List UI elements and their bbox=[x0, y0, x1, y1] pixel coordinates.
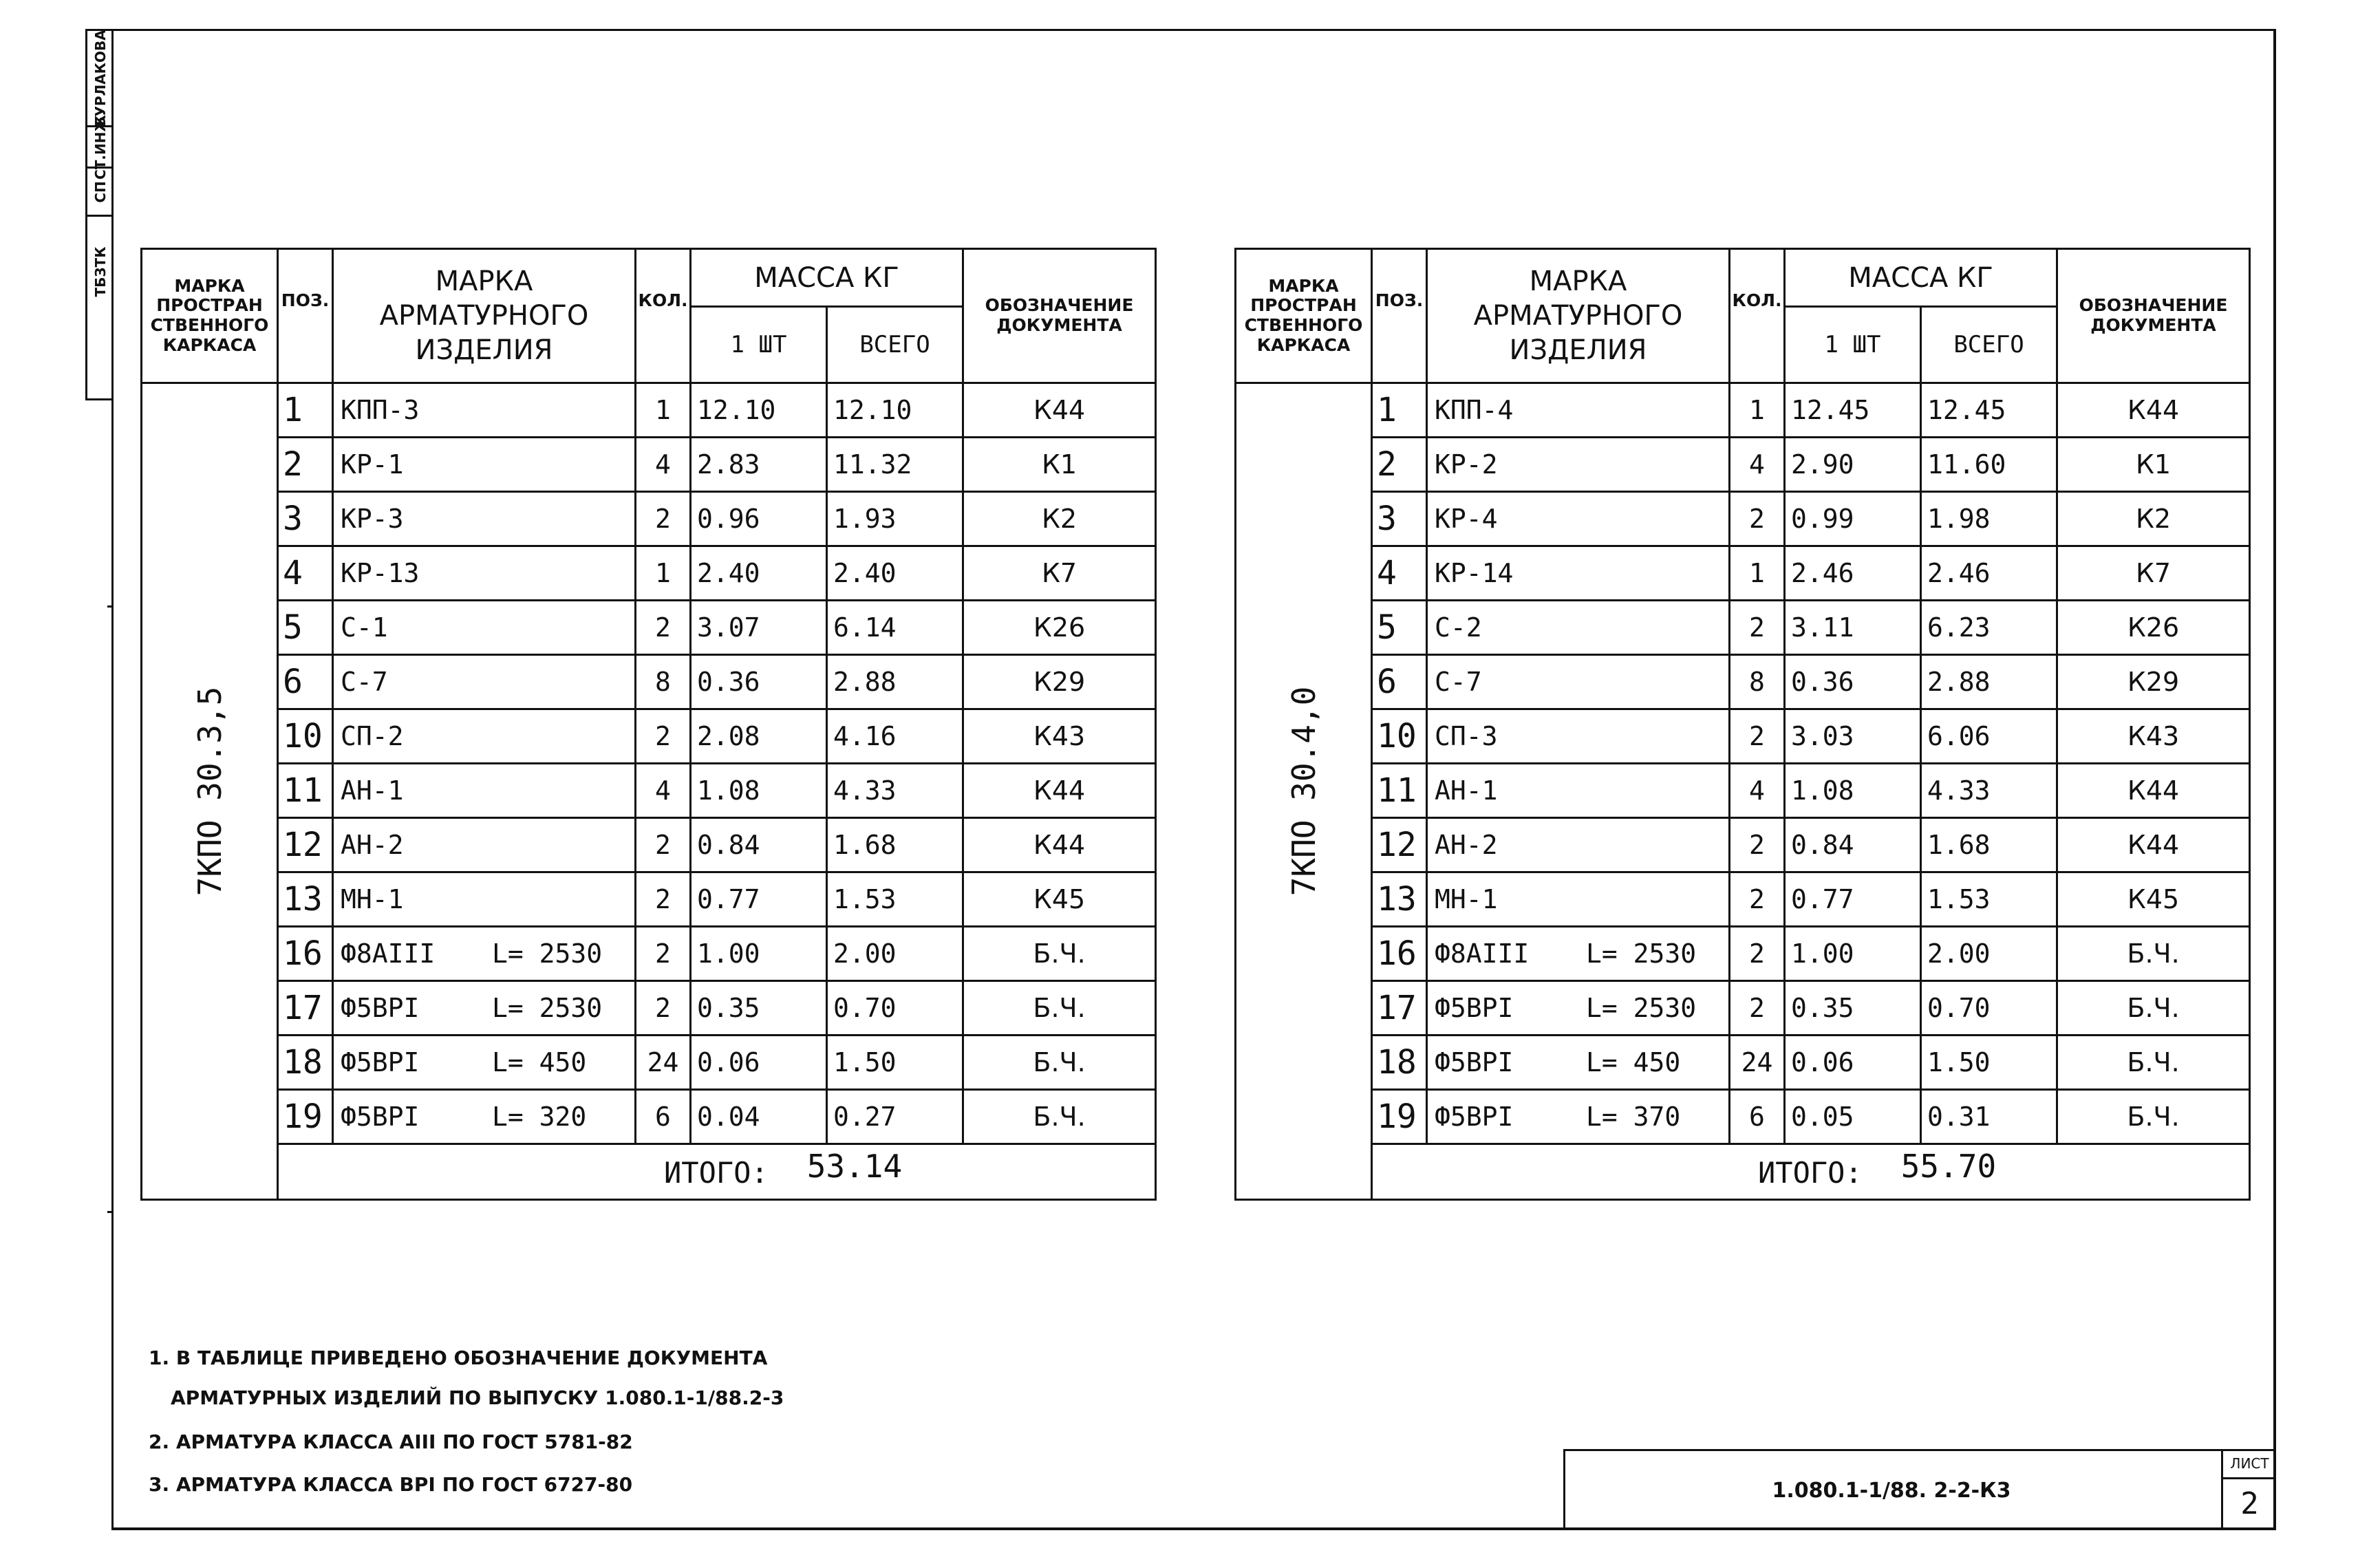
document-cell: Б.Ч. bbox=[2057, 981, 2250, 1036]
mass-total-cell: 1.98 bbox=[1921, 492, 2057, 546]
table-row bbox=[1236, 927, 2250, 981]
product-mark-cell bbox=[333, 546, 636, 601]
position-cell: 3 bbox=[1372, 492, 1427, 546]
quantity-cell: 1 bbox=[1730, 546, 1785, 601]
position-cell: 2 bbox=[278, 438, 333, 492]
product-mark-cell bbox=[333, 1036, 636, 1090]
mass-one-cell: 2.40 bbox=[691, 546, 827, 601]
document-cell: К44 bbox=[963, 383, 1156, 438]
product-mark: МН-1 bbox=[1435, 884, 1498, 914]
mass-total-cell: 0.31 bbox=[1921, 1090, 2057, 1144]
quantity-cell: 4 bbox=[636, 438, 691, 492]
product-mark: КР-13 bbox=[341, 558, 420, 588]
mass-total-cell: 1.53 bbox=[1921, 872, 2057, 927]
table-row bbox=[1236, 1090, 2250, 1144]
mass-total-cell: 12.10 bbox=[827, 383, 963, 438]
document-cell: К29 bbox=[2057, 655, 2250, 709]
product-mark: КПП-3 bbox=[341, 395, 420, 425]
product-mark: МН-1 bbox=[341, 884, 404, 914]
product-mark-cell bbox=[1427, 601, 1730, 655]
sidebar-cell bbox=[87, 217, 113, 327]
product-mark-cell bbox=[1427, 438, 1730, 492]
quantity-cell: 4 bbox=[636, 764, 691, 818]
mass-one-cell: 0.77 bbox=[691, 872, 827, 927]
quantity-cell: 2 bbox=[1730, 709, 1785, 764]
document-cell: К44 bbox=[2057, 818, 2250, 872]
position-cell: 18 bbox=[278, 1036, 333, 1090]
total-row bbox=[142, 1144, 1156, 1200]
product-mark-cell bbox=[333, 872, 636, 927]
product-mark-cell bbox=[333, 492, 636, 546]
position-cell: 13 bbox=[1372, 872, 1427, 927]
quantity-cell: 2 bbox=[1730, 981, 1785, 1036]
table-row bbox=[142, 655, 1156, 709]
mass-one-cell: 1.08 bbox=[691, 764, 827, 818]
mass-one-cell: 2.90 bbox=[1785, 438, 1921, 492]
product-mark: СП-2 bbox=[341, 721, 404, 751]
table-row bbox=[1236, 492, 2250, 546]
sheet-number: 2 bbox=[2240, 1486, 2259, 1521]
position-cell: 12 bbox=[1372, 818, 1427, 872]
mass-total-cell: 0.27 bbox=[827, 1090, 963, 1144]
total-value: 53.14 bbox=[806, 1148, 903, 1185]
frame-mark-cell bbox=[1236, 383, 1372, 1200]
position-cell: 2 bbox=[1372, 438, 1427, 492]
mass-total-cell: 11.32 bbox=[827, 438, 963, 492]
header-product-mark: МАРКА АРМАТУРНОГО ИЗДЕЛИЯ bbox=[333, 249, 636, 383]
document-cell: Б.Ч. bbox=[2057, 1036, 2250, 1090]
product-mark-cell bbox=[1427, 872, 1730, 927]
frame-mark: 7КПО 30.3,5 bbox=[191, 686, 228, 897]
document-code: 1.080.1-1/88. 2-2-К3 bbox=[1772, 1479, 2011, 1503]
quantity-cell: 6 bbox=[1730, 1090, 1785, 1144]
mass-total-cell: 1.68 bbox=[1921, 818, 2057, 872]
document-cell: К7 bbox=[963, 546, 1156, 601]
header-mass: МАССА КГ bbox=[691, 249, 963, 307]
quantity-cell: 2 bbox=[636, 927, 691, 981]
product-mark-cell bbox=[1427, 1090, 1730, 1144]
length-value: L= 450 bbox=[492, 1047, 587, 1077]
table-row bbox=[1236, 1036, 2250, 1090]
header-mass-total: ВСЕГО bbox=[1921, 307, 2057, 383]
quantity-cell: 1 bbox=[636, 546, 691, 601]
total-value: 55.70 bbox=[1900, 1148, 1997, 1185]
table-row bbox=[1236, 546, 2250, 601]
document-cell: К29 bbox=[963, 655, 1156, 709]
table-row bbox=[1236, 981, 2250, 1036]
quantity-cell: 2 bbox=[636, 981, 691, 1036]
header-qty: КОЛ. bbox=[636, 249, 691, 383]
header-qty: КОЛ. bbox=[1730, 249, 1785, 383]
document-cell: К2 bbox=[2057, 492, 2250, 546]
note-3: 3. АРМАТУРА КЛАССА ВРI ПО ГОСТ 6727-80 bbox=[149, 1473, 633, 1496]
length-value: L= 2530 bbox=[1586, 993, 1697, 1023]
specification-table-left bbox=[140, 248, 1157, 1201]
position-cell: 11 bbox=[1372, 764, 1427, 818]
frame-mark: 7КПО 30.4,0 bbox=[1285, 686, 1322, 897]
total-label: ИТОГО: bbox=[1758, 1156, 1863, 1190]
product-mark-cell bbox=[1427, 981, 1730, 1036]
document-cell: Б.Ч. bbox=[963, 1036, 1156, 1090]
product-mark-cell bbox=[333, 438, 636, 492]
position-cell: 5 bbox=[1372, 601, 1427, 655]
quantity-cell: 1 bbox=[636, 383, 691, 438]
header-mass-one: 1 ШТ bbox=[1785, 307, 1921, 383]
length-value: L= 2530 bbox=[1586, 938, 1697, 969]
document-cell: Б.Ч. bbox=[963, 981, 1156, 1036]
mass-total-cell: 6.23 bbox=[1921, 601, 2057, 655]
position-cell: 12 bbox=[278, 818, 333, 872]
mass-one-cell: 0.77 bbox=[1785, 872, 1921, 927]
table-row bbox=[142, 601, 1156, 655]
mass-total-cell: 11.60 bbox=[1921, 438, 2057, 492]
quantity-cell: 2 bbox=[636, 492, 691, 546]
position-cell: 1 bbox=[278, 383, 333, 438]
sidebar-text: БУРЛАКОВА bbox=[92, 29, 109, 127]
product-mark: АН-1 bbox=[341, 775, 404, 806]
quantity-cell: 4 bbox=[1730, 438, 1785, 492]
document-cell: К44 bbox=[963, 818, 1156, 872]
header-doc: ОБОЗНАЧЕНИЕ ДОКУМЕНТА bbox=[963, 249, 1156, 383]
quantity-cell: 24 bbox=[1730, 1036, 1785, 1090]
document-cell: К45 bbox=[963, 872, 1156, 927]
sidebar-text: СП bbox=[92, 180, 109, 203]
note-1-continued: АРМАТУРНЫХ ИЗДЕЛИЙ ПО ВЫПУСКУ 1.080.1-1/88.2-3 bbox=[171, 1386, 784, 1409]
document-cell: К1 bbox=[963, 438, 1156, 492]
table-row bbox=[142, 981, 1156, 1036]
product-mark: Ф5ВРI bbox=[341, 1047, 420, 1077]
product-mark: КПП-4 bbox=[1435, 395, 1514, 425]
mass-one-cell: 0.84 bbox=[691, 818, 827, 872]
mass-one-cell: 0.35 bbox=[691, 981, 827, 1036]
mass-total-cell: 1.93 bbox=[827, 492, 963, 546]
product-mark-cell bbox=[1427, 546, 1730, 601]
quantity-cell: 2 bbox=[636, 872, 691, 927]
header-mass-one: 1 ШТ bbox=[691, 307, 827, 383]
length-value: L= 450 bbox=[1586, 1047, 1681, 1077]
mass-one-cell: 1.00 bbox=[691, 927, 827, 981]
mass-total-cell: 2.88 bbox=[827, 655, 963, 709]
document-cell: К45 bbox=[2057, 872, 2250, 927]
table-row bbox=[142, 818, 1156, 872]
mass-one-cell: 3.07 bbox=[691, 601, 827, 655]
position-cell: 13 bbox=[278, 872, 333, 927]
table-row bbox=[142, 872, 1156, 927]
mass-one-cell: 0.36 bbox=[691, 655, 827, 709]
frame-tick bbox=[107, 605, 111, 608]
table-row bbox=[142, 546, 1156, 601]
product-mark-cell bbox=[1427, 764, 1730, 818]
position-cell: 16 bbox=[1372, 927, 1427, 981]
length-value: L= 2530 bbox=[492, 938, 603, 969]
quantity-cell: 24 bbox=[636, 1036, 691, 1090]
table-row bbox=[142, 383, 1156, 438]
quantity-cell: 2 bbox=[636, 818, 691, 872]
table-row bbox=[1236, 438, 2250, 492]
position-cell: 5 bbox=[278, 601, 333, 655]
document-cell: Б.Ч. bbox=[2057, 927, 2250, 981]
mass-one-cell: 2.08 bbox=[691, 709, 827, 764]
total-cell bbox=[278, 1144, 1156, 1200]
table-row bbox=[1236, 764, 2250, 818]
product-mark: КР-4 bbox=[1435, 504, 1498, 534]
mass-one-cell: 2.83 bbox=[691, 438, 827, 492]
position-cell: 6 bbox=[278, 655, 333, 709]
document-cell: К1 bbox=[2057, 438, 2250, 492]
product-mark-cell bbox=[1427, 655, 1730, 709]
mass-total-cell: 1.53 bbox=[827, 872, 963, 927]
mass-one-cell: 1.08 bbox=[1785, 764, 1921, 818]
table-row bbox=[142, 927, 1156, 981]
mass-one-cell: 1.00 bbox=[1785, 927, 1921, 981]
document-cell: К26 bbox=[963, 601, 1156, 655]
mass-total-cell: 1.68 bbox=[827, 818, 963, 872]
table-row bbox=[142, 438, 1156, 492]
header-mass-total: ВСЕГО bbox=[827, 307, 963, 383]
sidebar-cell bbox=[87, 31, 113, 127]
table-row bbox=[1236, 383, 2250, 438]
mass-one-cell: 3.11 bbox=[1785, 601, 1921, 655]
product-mark: С-7 bbox=[1435, 667, 1482, 697]
length-value: L= 370 bbox=[1586, 1102, 1681, 1132]
mass-total-cell: 2.46 bbox=[1921, 546, 2057, 601]
position-cell: 10 bbox=[1372, 709, 1427, 764]
note-1: 1. В ТАБЛИЦЕ ПРИВЕДЕНО ОБОЗНАЧЕНИЕ ДОКУМЕНТА bbox=[149, 1347, 768, 1369]
mass-one-cell: 12.45 bbox=[1785, 383, 1921, 438]
quantity-cell: 4 bbox=[1730, 764, 1785, 818]
product-mark-cell bbox=[1427, 383, 1730, 438]
quantity-cell: 2 bbox=[1730, 601, 1785, 655]
quantity-cell: 6 bbox=[636, 1090, 691, 1144]
mass-total-cell: 12.45 bbox=[1921, 383, 2057, 438]
product-mark-cell bbox=[333, 709, 636, 764]
position-cell: 4 bbox=[1372, 546, 1427, 601]
position-cell: 4 bbox=[278, 546, 333, 601]
mass-one-cell: 12.10 bbox=[691, 383, 827, 438]
product-mark-cell bbox=[1427, 1036, 1730, 1090]
product-mark-cell bbox=[333, 601, 636, 655]
quantity-cell: 2 bbox=[636, 601, 691, 655]
specification-table-right bbox=[1234, 248, 2251, 1201]
document-cell: Б.Ч. bbox=[963, 927, 1156, 981]
approval-sidebar bbox=[85, 29, 113, 400]
product-mark: Ф5ВРI bbox=[341, 1102, 420, 1132]
product-mark: КР-2 bbox=[1435, 449, 1498, 480]
position-cell: 17 bbox=[278, 981, 333, 1036]
mass-total-cell: 1.50 bbox=[1921, 1036, 2057, 1090]
position-cell: 19 bbox=[1372, 1090, 1427, 1144]
position-cell: 19 bbox=[278, 1090, 333, 1144]
table-row bbox=[1236, 818, 2250, 872]
mass-total-cell: 0.70 bbox=[1921, 981, 2057, 1036]
product-mark: Ф5ВРI bbox=[341, 993, 420, 1023]
mass-one-cell: 0.96 bbox=[691, 492, 827, 546]
table-row bbox=[142, 709, 1156, 764]
mass-one-cell: 0.04 bbox=[691, 1090, 827, 1144]
mass-total-cell: 1.50 bbox=[827, 1036, 963, 1090]
mass-total-cell: 6.14 bbox=[827, 601, 963, 655]
quantity-cell: 2 bbox=[1730, 492, 1785, 546]
sidebar-text: ТБЗТК bbox=[92, 246, 109, 297]
document-cell: Б.Ч. bbox=[2057, 1090, 2250, 1144]
position-cell: 16 bbox=[278, 927, 333, 981]
mass-one-cell: 0.36 bbox=[1785, 655, 1921, 709]
position-cell: 1 bbox=[1372, 383, 1427, 438]
mass-one-cell: 0.35 bbox=[1785, 981, 1921, 1036]
product-mark: Ф5ВРI bbox=[1435, 1047, 1514, 1077]
sheet-box bbox=[2221, 1451, 2276, 1530]
position-cell: 17 bbox=[1372, 981, 1427, 1036]
mass-one-cell: 2.46 bbox=[1785, 546, 1921, 601]
product-mark: С-2 bbox=[1435, 612, 1482, 643]
table-row bbox=[142, 764, 1156, 818]
product-mark: СП-3 bbox=[1435, 721, 1498, 751]
table-row bbox=[142, 1036, 1156, 1090]
quantity-cell: 8 bbox=[636, 655, 691, 709]
document-cell: К44 bbox=[963, 764, 1156, 818]
product-mark-cell bbox=[333, 1090, 636, 1144]
quantity-cell: 8 bbox=[1730, 655, 1785, 709]
product-mark: КР-3 bbox=[341, 504, 404, 534]
header-pos: ПОЗ. bbox=[1372, 249, 1427, 383]
header-pos: ПОЗ. bbox=[278, 249, 333, 383]
mass-one-cell: 0.99 bbox=[1785, 492, 1921, 546]
mass-total-cell: 4.33 bbox=[1921, 764, 2057, 818]
mass-one-cell: 3.03 bbox=[1785, 709, 1921, 764]
table-row bbox=[1236, 709, 2250, 764]
document-cell: К26 bbox=[2057, 601, 2250, 655]
quantity-cell: 2 bbox=[1730, 872, 1785, 927]
quantity-cell: 2 bbox=[1730, 927, 1785, 981]
position-cell: 10 bbox=[278, 709, 333, 764]
product-mark-cell bbox=[1427, 818, 1730, 872]
product-mark: КР-1 bbox=[341, 449, 404, 480]
sidebar-cell bbox=[87, 114, 113, 180]
title-block bbox=[1563, 1449, 2276, 1530]
product-mark: АН-2 bbox=[341, 830, 404, 860]
product-mark-cell bbox=[1427, 492, 1730, 546]
quantity-cell: 2 bbox=[636, 709, 691, 764]
sidebar-cell bbox=[87, 169, 113, 217]
position-cell: 18 bbox=[1372, 1036, 1427, 1090]
header-doc: ОБОЗНАЧЕНИЕ ДОКУМЕНТА bbox=[2057, 249, 2250, 383]
table-row bbox=[142, 492, 1156, 546]
product-mark-cell bbox=[333, 818, 636, 872]
table-row bbox=[1236, 601, 2250, 655]
product-mark: Ф8АIII bbox=[1435, 938, 1530, 969]
product-mark: Ф5ВРI bbox=[1435, 1102, 1514, 1132]
sidebar-text: СТ.ИНЖ bbox=[92, 114, 109, 180]
product-mark: С-1 bbox=[341, 612, 388, 643]
product-mark: АН-2 bbox=[1435, 830, 1498, 860]
document-cell: К7 bbox=[2057, 546, 2250, 601]
product-mark: Ф8АIII bbox=[341, 938, 436, 969]
product-mark-cell bbox=[333, 655, 636, 709]
table-row bbox=[1236, 655, 2250, 709]
mass-total-cell: 6.06 bbox=[1921, 709, 2057, 764]
mass-total-cell: 2.00 bbox=[1921, 927, 2057, 981]
quantity-cell: 1 bbox=[1730, 383, 1785, 438]
document-cell: Б.Ч. bbox=[963, 1090, 1156, 1144]
mass-total-cell: 2.88 bbox=[1921, 655, 2057, 709]
header-mass: МАССА КГ bbox=[1785, 249, 2057, 307]
mass-total-cell: 2.00 bbox=[827, 927, 963, 981]
product-mark-cell bbox=[1427, 927, 1730, 981]
header-frame-mark: МАРКА ПРОСТРАН СТВЕННОГО КАРКАСА bbox=[1236, 249, 1372, 383]
note-2: 2. АРМАТУРА КЛАССА АIII ПО ГОСТ 5781-82 bbox=[149, 1430, 633, 1453]
total-cell bbox=[1372, 1144, 2250, 1200]
position-cell: 11 bbox=[278, 764, 333, 818]
product-mark: Ф5ВРI bbox=[1435, 993, 1514, 1023]
product-mark: АН-1 bbox=[1435, 775, 1498, 806]
header-frame-mark: МАРКА ПРОСТРАН СТВЕННОГО КАРКАСА bbox=[142, 249, 278, 383]
total-row bbox=[1236, 1144, 2250, 1200]
table-row bbox=[1236, 872, 2250, 927]
mass-one-cell: 0.06 bbox=[691, 1036, 827, 1090]
document-cell: К43 bbox=[2057, 709, 2250, 764]
frame-tick bbox=[107, 1211, 111, 1213]
sheet-label: ЛИСТ bbox=[2223, 1451, 2276, 1479]
mass-total-cell: 4.33 bbox=[827, 764, 963, 818]
header-product-mark: МАРКА АРМАТУРНОГО ИЗДЕЛИЯ bbox=[1427, 249, 1730, 383]
product-mark: КР-14 bbox=[1435, 558, 1514, 588]
document-cell: К43 bbox=[963, 709, 1156, 764]
product-mark-cell bbox=[333, 927, 636, 981]
mass-total-cell: 2.40 bbox=[827, 546, 963, 601]
document-cell: К44 bbox=[2057, 764, 2250, 818]
position-cell: 3 bbox=[278, 492, 333, 546]
product-mark-cell bbox=[333, 981, 636, 1036]
product-mark-cell bbox=[333, 383, 636, 438]
mass-one-cell: 0.05 bbox=[1785, 1090, 1921, 1144]
document-cell: К44 bbox=[2057, 383, 2250, 438]
mass-one-cell: 0.84 bbox=[1785, 818, 1921, 872]
product-mark-cell bbox=[1427, 709, 1730, 764]
document-cell: К2 bbox=[963, 492, 1156, 546]
length-value: L= 2530 bbox=[492, 993, 603, 1023]
product-mark: С-7 bbox=[341, 667, 388, 697]
mass-one-cell: 0.06 bbox=[1785, 1036, 1921, 1090]
mass-total-cell: 0.70 bbox=[827, 981, 963, 1036]
frame-mark-cell bbox=[142, 383, 278, 1200]
mass-total-cell: 4.16 bbox=[827, 709, 963, 764]
total-label: ИТОГО: bbox=[664, 1156, 769, 1190]
product-mark-cell bbox=[333, 764, 636, 818]
quantity-cell: 2 bbox=[1730, 818, 1785, 872]
position-cell: 6 bbox=[1372, 655, 1427, 709]
table-row bbox=[142, 1090, 1156, 1144]
length-value: L= 320 bbox=[492, 1102, 587, 1132]
